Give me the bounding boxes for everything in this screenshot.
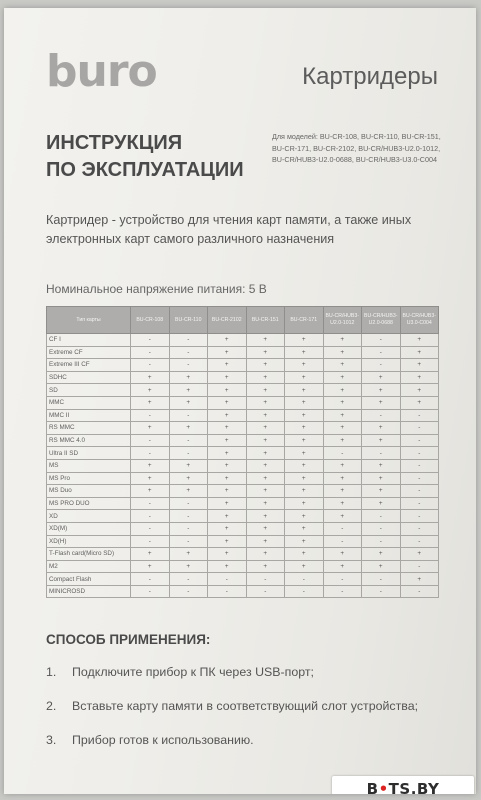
support-cell: + xyxy=(323,396,362,409)
support-cell: + xyxy=(208,548,247,561)
site-watermark xyxy=(332,776,474,794)
support-cell: + xyxy=(246,422,285,435)
support-cell: - xyxy=(169,409,208,422)
support-cell: + xyxy=(285,334,324,347)
document-title: Картридеры xyxy=(302,63,438,90)
support-cell: + xyxy=(208,459,247,472)
watermark-text-b: TS.BY xyxy=(388,780,440,794)
instruction-heading xyxy=(46,130,244,184)
support-cell: - xyxy=(169,573,208,586)
support-cell: + xyxy=(362,384,401,397)
support-cell: + xyxy=(285,447,324,460)
support-cell: - xyxy=(131,497,170,510)
support-cell: + xyxy=(246,472,285,485)
support-cell: + xyxy=(400,548,439,561)
support-cell: + xyxy=(208,485,247,498)
column-header-model: BU-CR-2102 xyxy=(208,307,247,334)
step-number: 3. xyxy=(46,733,57,747)
support-cell: + xyxy=(169,396,208,409)
card-type-cell: SDHC xyxy=(47,371,131,384)
instruction-sheet xyxy=(4,8,476,794)
card-type-cell: MS Pro xyxy=(47,472,131,485)
support-cell: - xyxy=(362,573,401,586)
column-header-model: BU-CR-171 xyxy=(285,307,324,334)
support-cell: + xyxy=(400,334,439,347)
support-cell: + xyxy=(285,409,324,422)
support-cell: + xyxy=(362,396,401,409)
support-cell: + xyxy=(208,409,247,422)
step-text: Вставьте карту памяти в соответствующий слот устройства; xyxy=(72,699,419,713)
support-cell: - xyxy=(169,522,208,535)
support-cell: + xyxy=(285,510,324,523)
support-cell: - xyxy=(323,573,362,586)
step-text: Подключите прибор к ПК через USB-порт; xyxy=(72,665,315,679)
usage-steps xyxy=(46,665,418,767)
support-cell: + xyxy=(208,472,247,485)
support-cell: + xyxy=(246,522,285,535)
column-header-model: BU-CR/HUB3-U2.0-0688 xyxy=(362,307,401,334)
support-cell: + xyxy=(208,510,247,523)
support-cell: + xyxy=(246,434,285,447)
support-cell: - xyxy=(285,573,324,586)
card-type-cell: M2 xyxy=(47,560,131,573)
support-cell: + xyxy=(208,396,247,409)
support-cell: + xyxy=(131,422,170,435)
table-row xyxy=(47,522,439,535)
column-header-model: BU-CR-108 xyxy=(131,307,170,334)
support-cell: - xyxy=(400,422,439,435)
support-cell: + xyxy=(169,384,208,397)
support-cell: - xyxy=(169,334,208,347)
column-header-model: BU-CR/HUB3-U3.0-C004 xyxy=(400,307,439,334)
support-cell: + xyxy=(246,334,285,347)
support-cell: - xyxy=(362,535,401,548)
table-row xyxy=(47,472,439,485)
table-row xyxy=(47,346,439,359)
support-cell: + xyxy=(208,497,247,510)
support-cell: + xyxy=(131,485,170,498)
support-cell: + xyxy=(400,573,439,586)
support-cell: - xyxy=(208,573,247,586)
table-row xyxy=(47,384,439,397)
watermark-dot-icon: • xyxy=(378,780,389,794)
support-cell: + xyxy=(169,422,208,435)
support-cell: + xyxy=(246,384,285,397)
support-cell: - xyxy=(131,585,170,598)
support-cell: - xyxy=(169,497,208,510)
support-cell: + xyxy=(285,472,324,485)
table-row xyxy=(47,334,439,347)
models-list: Для моделей: BU-CR-108, BU-CR-110, BU-CR-151, BU-CR-171, BU-CR-2102, BU-CR/HUB3-U2.0-1012, BU-CR/HUB3-U2.0-0688, BU-CR/HUB3-U3.0-C004 xyxy=(272,132,441,164)
card-type-cell: RS MMC xyxy=(47,422,131,435)
support-cell: + xyxy=(400,384,439,397)
support-cell: + xyxy=(246,510,285,523)
table-row xyxy=(47,497,439,510)
support-cell: - xyxy=(131,434,170,447)
support-cell: + xyxy=(323,371,362,384)
support-cell: - xyxy=(131,447,170,460)
support-cell: + xyxy=(323,459,362,472)
support-cell: - xyxy=(400,447,439,460)
product-description: Картридер - устройство для чтения карт памяти, а также иных электронных карт самого различного назначения xyxy=(46,213,412,246)
table-row xyxy=(47,510,439,523)
support-cell: + xyxy=(208,384,247,397)
support-cell: + xyxy=(323,409,362,422)
support-cell: + xyxy=(323,497,362,510)
support-cell: + xyxy=(246,535,285,548)
support-cell: + xyxy=(400,346,439,359)
support-cell: - xyxy=(400,522,439,535)
support-cell: - xyxy=(169,359,208,372)
support-cell: - xyxy=(362,447,401,460)
table-row xyxy=(47,573,439,586)
support-cell: - xyxy=(362,359,401,372)
support-cell: + xyxy=(131,384,170,397)
support-cell: - xyxy=(131,409,170,422)
usage-step xyxy=(46,699,418,733)
support-cell: + xyxy=(285,535,324,548)
support-cell: + xyxy=(208,560,247,573)
support-cell: - xyxy=(400,535,439,548)
brand-logo: buro xyxy=(46,46,157,97)
support-cell: + xyxy=(246,409,285,422)
support-cell: + xyxy=(169,560,208,573)
support-cell: + xyxy=(400,396,439,409)
table-row xyxy=(47,459,439,472)
support-cell: + xyxy=(323,359,362,372)
support-cell: - xyxy=(208,585,247,598)
support-cell: + xyxy=(285,434,324,447)
support-cell: + xyxy=(323,346,362,359)
table-row xyxy=(47,485,439,498)
support-cell: - xyxy=(400,434,439,447)
support-cell: + xyxy=(400,371,439,384)
table-body xyxy=(47,334,439,598)
card-type-cell: XD(H) xyxy=(47,535,131,548)
support-cell: + xyxy=(285,346,324,359)
support-cell: + xyxy=(285,459,324,472)
support-cell: - xyxy=(362,585,401,598)
support-cell: - xyxy=(169,447,208,460)
table-row xyxy=(47,447,439,460)
support-cell: - xyxy=(400,409,439,422)
support-cell: - xyxy=(362,409,401,422)
support-cell: + xyxy=(131,396,170,409)
support-cell: + xyxy=(323,560,362,573)
card-type-cell: MMC xyxy=(47,396,131,409)
support-cell: + xyxy=(285,422,324,435)
support-cell: + xyxy=(208,359,247,372)
table-row xyxy=(47,535,439,548)
card-type-cell: Ultra II SD xyxy=(47,447,131,460)
support-cell: - xyxy=(362,334,401,347)
support-cell: - xyxy=(169,585,208,598)
support-cell: + xyxy=(323,434,362,447)
card-type-cell: XD(M) xyxy=(47,522,131,535)
support-cell: - xyxy=(246,573,285,586)
support-cell: - xyxy=(362,510,401,523)
usage-title: СПОСОБ ПРИМЕНЕНИЯ: xyxy=(46,632,211,647)
support-cell: + xyxy=(208,522,247,535)
card-type-cell: CF I xyxy=(47,334,131,347)
column-header-card-type: Тип карты xyxy=(47,307,131,334)
table-row xyxy=(47,434,439,447)
card-type-cell: MS xyxy=(47,459,131,472)
heading-line-1: ИНСТРУКЦИЯ xyxy=(46,132,183,154)
support-cell: - xyxy=(400,510,439,523)
support-cell: + xyxy=(131,472,170,485)
support-cell: - xyxy=(400,497,439,510)
step-number: 1. xyxy=(46,665,57,679)
compatibility-table xyxy=(46,306,439,598)
table-row xyxy=(47,560,439,573)
support-cell: + xyxy=(169,371,208,384)
support-cell: + xyxy=(362,472,401,485)
support-cell: + xyxy=(323,422,362,435)
support-cell: + xyxy=(208,535,247,548)
support-cell: - xyxy=(131,522,170,535)
support-cell: + xyxy=(246,447,285,460)
support-cell: + xyxy=(246,346,285,359)
voltage-spec: Номинальное напряжение питания: 5 В xyxy=(46,282,267,296)
table-row xyxy=(47,359,439,372)
support-cell: + xyxy=(323,510,362,523)
support-cell: - xyxy=(169,346,208,359)
card-type-cell: MS Duo xyxy=(47,485,131,498)
watermark-text-a: B xyxy=(366,780,379,794)
support-cell: + xyxy=(131,459,170,472)
support-cell: + xyxy=(285,522,324,535)
support-cell: + xyxy=(285,485,324,498)
support-cell: + xyxy=(285,396,324,409)
support-cell: + xyxy=(246,560,285,573)
support-cell: - xyxy=(362,522,401,535)
support-cell: - xyxy=(323,535,362,548)
card-type-cell: T-Flash card(Micro SD) xyxy=(47,548,131,561)
support-cell: - xyxy=(246,585,285,598)
support-cell: + xyxy=(362,497,401,510)
support-cell: + xyxy=(246,459,285,472)
step-number: 2. xyxy=(46,699,57,713)
support-cell: + xyxy=(208,334,247,347)
table-row xyxy=(47,422,439,435)
support-cell: - xyxy=(169,434,208,447)
step-text: Прибор готов к использованию. xyxy=(72,733,254,747)
support-cell: + xyxy=(246,548,285,561)
heading-line-2: ПО ЭКСПЛУАТАЦИИ xyxy=(46,159,244,181)
support-cell: + xyxy=(208,434,247,447)
support-cell: + xyxy=(323,548,362,561)
table-row xyxy=(47,548,439,561)
support-cell: + xyxy=(362,485,401,498)
support-cell: + xyxy=(362,371,401,384)
support-cell: - xyxy=(323,522,362,535)
support-cell: + xyxy=(246,497,285,510)
support-cell: - xyxy=(400,585,439,598)
support-cell: + xyxy=(246,485,285,498)
card-type-cell: Extreme III CF xyxy=(47,359,131,372)
support-cell: - xyxy=(131,334,170,347)
support-cell: + xyxy=(323,384,362,397)
support-cell: - xyxy=(400,560,439,573)
support-cell: + xyxy=(285,384,324,397)
column-header-model: BU-CR-151 xyxy=(246,307,285,334)
support-cell: + xyxy=(323,485,362,498)
support-cell: + xyxy=(208,371,247,384)
support-cell: + xyxy=(285,548,324,561)
support-cell: + xyxy=(362,548,401,561)
support-cell: + xyxy=(362,560,401,573)
support-cell: + xyxy=(131,548,170,561)
card-type-cell: MS PRO DUO xyxy=(47,497,131,510)
support-cell: + xyxy=(323,472,362,485)
support-cell: + xyxy=(285,359,324,372)
support-cell: - xyxy=(131,535,170,548)
column-header-model: BU-CR/HUB3-U2.0-1012 xyxy=(323,307,362,334)
support-cell: + xyxy=(246,371,285,384)
support-cell: - xyxy=(285,585,324,598)
card-type-cell: MMC II xyxy=(47,409,131,422)
usage-step xyxy=(46,665,418,699)
support-cell: + xyxy=(208,346,247,359)
support-cell: + xyxy=(362,434,401,447)
table-row xyxy=(47,396,439,409)
support-cell: - xyxy=(400,472,439,485)
support-cell: + xyxy=(169,459,208,472)
support-cell: + xyxy=(323,334,362,347)
support-cell: + xyxy=(208,447,247,460)
support-cell: + xyxy=(246,359,285,372)
support-cell: + xyxy=(285,371,324,384)
support-cell: + xyxy=(208,422,247,435)
support-cell: - xyxy=(362,346,401,359)
support-cell: + xyxy=(246,396,285,409)
support-cell: + xyxy=(362,422,401,435)
card-type-cell: Compact Flash xyxy=(47,573,131,586)
support-cell: - xyxy=(400,459,439,472)
card-type-cell: RS MMC 4.0 xyxy=(47,434,131,447)
support-cell: + xyxy=(131,560,170,573)
support-cell: + xyxy=(131,371,170,384)
column-header-model: BU-CR-110 xyxy=(169,307,208,334)
support-cell: - xyxy=(131,573,170,586)
support-cell: - xyxy=(400,485,439,498)
table-row xyxy=(47,371,439,384)
support-cell: - xyxy=(131,359,170,372)
support-cell: - xyxy=(323,447,362,460)
support-cell: + xyxy=(285,497,324,510)
support-cell: + xyxy=(169,485,208,498)
card-type-cell: Extreme CF xyxy=(47,346,131,359)
card-type-cell: SD xyxy=(47,384,131,397)
support-cell: + xyxy=(169,548,208,561)
card-type-cell: MINICROSD xyxy=(47,585,131,598)
support-cell: + xyxy=(169,472,208,485)
card-type-cell: XD xyxy=(47,510,131,523)
support-cell: + xyxy=(285,560,324,573)
usage-step xyxy=(46,733,418,767)
support-cell: - xyxy=(131,510,170,523)
support-cell: + xyxy=(400,359,439,372)
support-cell: - xyxy=(131,346,170,359)
table-row xyxy=(47,409,439,422)
table-header-row xyxy=(47,307,439,334)
support-cell: + xyxy=(362,459,401,472)
support-cell: - xyxy=(169,510,208,523)
support-cell: - xyxy=(169,535,208,548)
support-cell: - xyxy=(323,585,362,598)
table-row xyxy=(47,585,439,598)
